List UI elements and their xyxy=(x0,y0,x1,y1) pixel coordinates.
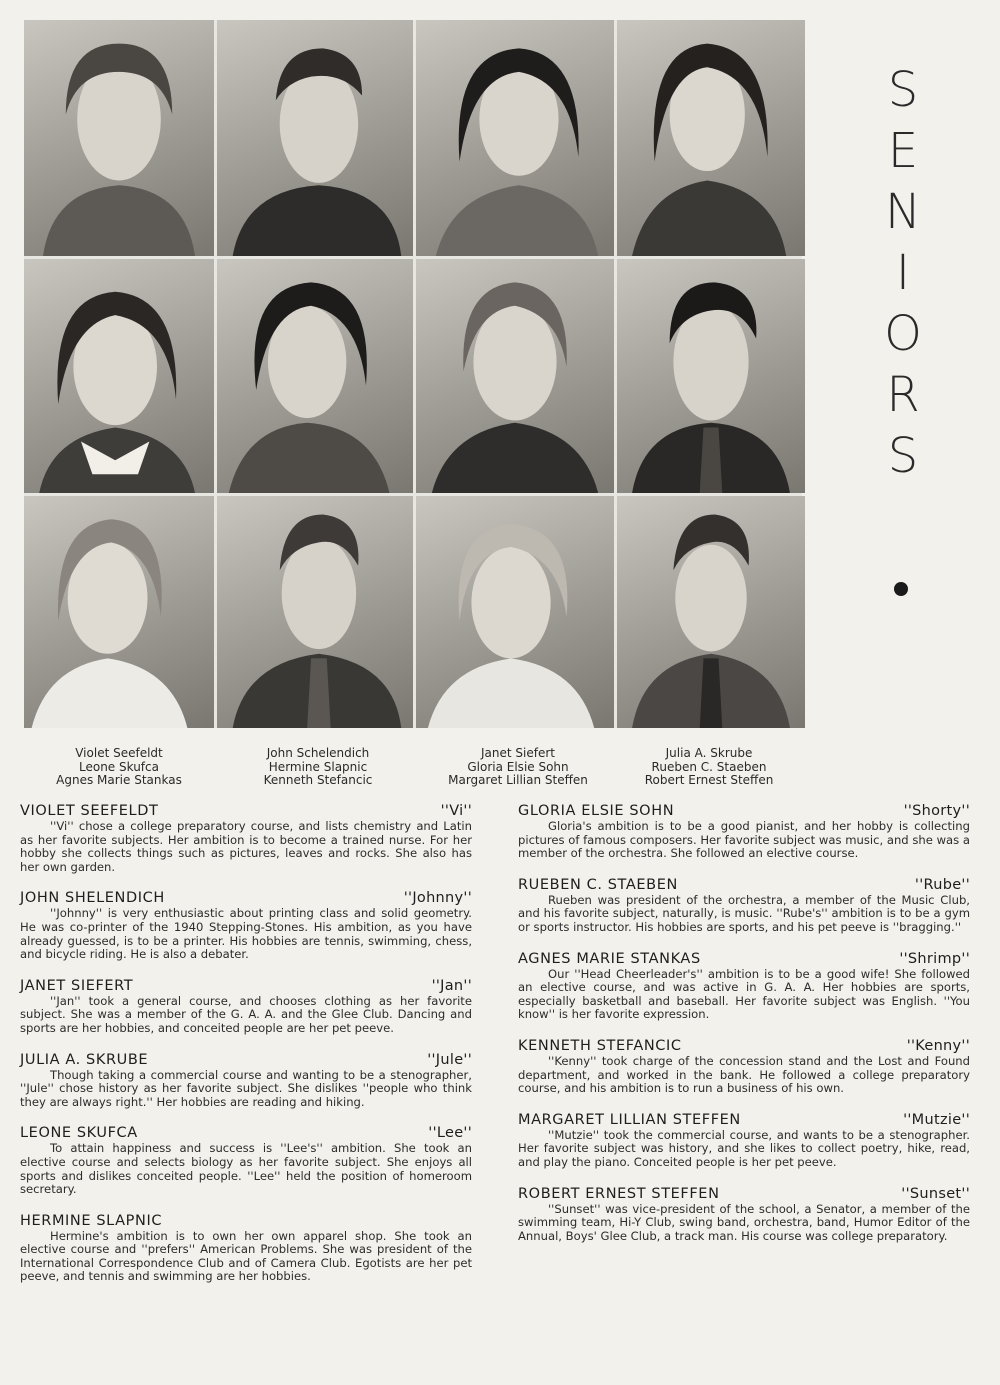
photo-rueben-staeben xyxy=(617,259,805,493)
photo-violet-seefeldt xyxy=(24,20,214,256)
caption-column xyxy=(20,747,218,788)
bio-nickname: ''Sunset'' xyxy=(901,1185,970,1202)
photo-leone-skufca xyxy=(24,259,214,493)
bio-text: Hermine's ambition is to own her own apparel shop. She took an elective course and ''prefers'' American Problems. She was president of the International Correspondence Club and of Camera Club. Egotists are her pet peeve, and tennis and swimming are her hobbies. xyxy=(20,1228,472,1284)
photo-hermine-slapnic xyxy=(217,259,413,493)
caption-name: Violet Seefeldt xyxy=(75,746,163,760)
title-letter: N xyxy=(885,184,921,240)
bio-entry xyxy=(518,876,970,935)
title-letter: S xyxy=(887,62,919,118)
caption-name: John Schelendich xyxy=(266,746,370,760)
bio-nickname: ''Rube'' xyxy=(914,876,970,893)
bio-text: ''Sunset'' was vice-president of the school, a Senator, a member of the swimming team, Hi-Y Club, swing band, orchestra, band, Humor Editor of the Annual, Boys' Glee Club, a track man. His course was college preparatory. xyxy=(518,1201,970,1243)
bio-text: Our ''Head Cheerleader's'' ambition is to be a good wife! She followed an elective course, and was active in G. A. A. Her hobbies are sports, especially basketball and baseball. Her favorite subject was English. ''You know'' is her favorite expression. xyxy=(518,966,970,1022)
bio-entry xyxy=(20,1051,472,1110)
photo-janet-siefert xyxy=(416,20,614,256)
bio-name: GLORIA ELSIE SOHN xyxy=(518,803,675,819)
caption-column xyxy=(418,747,618,788)
bio-text: Gloria's ambition is to be a good pianist, and her hobby is collecting pictures of famous composers. Her favorite subject was music, and she was a member of the orchestra. She followed an elective course. xyxy=(518,819,970,861)
bio-nickname: ''Shrimp'' xyxy=(899,950,970,967)
photo-julia-skrube xyxy=(617,20,805,256)
title-letter: O xyxy=(884,306,922,362)
bio-name: JANET SIEFERT xyxy=(20,977,134,994)
bio-text: To attain happiness and success is ''Lee's'' ambition. She took an elective course and selects biology as her favorite subject. She enjoys all sports and dislikes conceited people. ''Lee'' held the position of homeroom secretary. xyxy=(20,1141,472,1197)
bio-name: AGNES MARIE STANKAS xyxy=(518,950,701,967)
bio-entry xyxy=(20,1212,472,1284)
bio-name: RUEBEN C. STAEBEN xyxy=(518,876,678,893)
photo-john-schelendich xyxy=(217,20,413,256)
title-letter: S xyxy=(887,428,919,484)
bullet-dot xyxy=(894,582,908,596)
bio-column-right xyxy=(518,802,970,1258)
bio-text: ''Mutzie'' took the commercial course, and wants to be a stenographer. Her favorite subject was history, and she likes to collect poetry, hike, read, and play the piano. Conceited people is her pet peeve. xyxy=(518,1127,970,1169)
bio-nickname: ''Kenny'' xyxy=(906,1037,970,1054)
bio-name: MARGARET LILLIAN STEFFEN xyxy=(518,1111,741,1128)
photo-captions xyxy=(20,747,800,788)
bio-nickname: ''Vi'' xyxy=(440,803,472,819)
bio-entry xyxy=(20,977,472,1036)
caption-column xyxy=(218,747,418,788)
caption-name: Kenneth Stefancic xyxy=(263,773,373,787)
bio-entry xyxy=(518,802,970,861)
bio-nickname: ''Jule'' xyxy=(427,1051,472,1068)
bio-text: Though taking a commercial course and wanting to be a stenographer, ''Jule'' chose history as her favorite subject. She dislikes ''people who think they are always right.'' Her hobbies are reading and hiking. xyxy=(20,1067,472,1109)
bio-entry xyxy=(20,889,472,961)
bio-text: ''Vi'' chose a college preparatory course, and lists chemistry and Latin as her favorite subjects. Her ambition is to become a trained nurse. For her hobby she collects things such as pictures, leaves and rocks. She also has her own garden. xyxy=(20,819,472,874)
bio-name: HERMINE SLAPNIC xyxy=(20,1212,163,1229)
photo-grid xyxy=(24,20,802,728)
caption-name: Rueben C. Staeben xyxy=(651,759,767,774)
bio-name: JOHN SHELENDICH xyxy=(20,890,165,907)
bio-name: JULIA A. SKRUBE xyxy=(20,1051,149,1068)
caption-name: Margaret Lillian Steffen xyxy=(448,773,588,787)
caption-name: Janet Siefert xyxy=(481,746,555,760)
bio-entry xyxy=(20,1124,472,1196)
bio-text: ''Kenny'' took charge of the concession stand and the Lost and Found department, and worked in the bank. He followed a college preparatory course, and his ambition is to run a business of his own. xyxy=(518,1053,970,1096)
bio-name: KENNETH STEFANCIC xyxy=(518,1037,682,1054)
caption-name: Gloria Elsie Sohn xyxy=(467,759,569,774)
caption-column xyxy=(618,747,800,788)
bio-nickname: ''Lee'' xyxy=(428,1125,472,1142)
caption-name: Hermine Slapnic xyxy=(268,759,368,774)
title-letter: E xyxy=(887,123,919,179)
bio-nickname: ''Mutzie'' xyxy=(903,1111,970,1128)
title-letter: R xyxy=(886,367,920,423)
bio-name: VIOLET SEEFELDT xyxy=(20,803,159,819)
bio-name: ROBERT ERNEST STEFFEN xyxy=(518,1185,720,1202)
bio-text: ''Jan'' took a general course, and chooses clothing as her favorite subject. She was a member of the G. A. A. and the Glee Club. Dancing and sports are her hobbies, and conceited people are her pet peeve. xyxy=(20,993,472,1035)
bio-entry xyxy=(20,802,472,874)
bio-nickname: ''Jan'' xyxy=(431,977,472,994)
bio-column-left xyxy=(20,802,472,1299)
photo-kenneth-stefancic xyxy=(217,496,413,728)
photo-robert-steffen xyxy=(617,496,805,728)
caption-name: Julia A. Skrube xyxy=(665,746,753,760)
caption-name: Robert Ernest Steffen xyxy=(644,773,774,787)
seniors-title xyxy=(868,60,938,487)
caption-name: Agnes Marie Stankas xyxy=(56,773,182,787)
photo-margaret-steffen xyxy=(416,496,614,728)
bio-entry xyxy=(518,950,970,1022)
bio-text: ''Johnny'' is very enthusiastic about printing class and solid geometry. He was co-printer of the 1940 Stepping-Stones. His ambition, as you have already guessed, is to be a printer. His hobbies are tennis, swimming, chess, and bicycle riding. He is also a debater. xyxy=(20,906,472,962)
caption-name: Leone Skufca xyxy=(79,759,159,774)
bio-entry xyxy=(518,1037,970,1096)
bio-nickname: ''Johnny'' xyxy=(403,890,472,907)
bio-text: Rueben was president of the orchestra, a member of the Music Club, and his favorite subject, naturally, is music. ''Rube's'' ambition is to be a gym or sports instructor. His hobbies are sports, and his pet peeve is ''bragging.'' xyxy=(518,892,970,934)
title-letter: I xyxy=(895,245,911,301)
bio-entry xyxy=(518,1111,970,1170)
bio-entry xyxy=(518,1185,970,1244)
photo-agnes-stankas xyxy=(24,496,214,728)
bio-nickname: ''Shorty'' xyxy=(903,803,970,819)
photo-gloria-sohn xyxy=(416,259,614,493)
bio-name: LEONE SKUFCA xyxy=(20,1125,138,1142)
